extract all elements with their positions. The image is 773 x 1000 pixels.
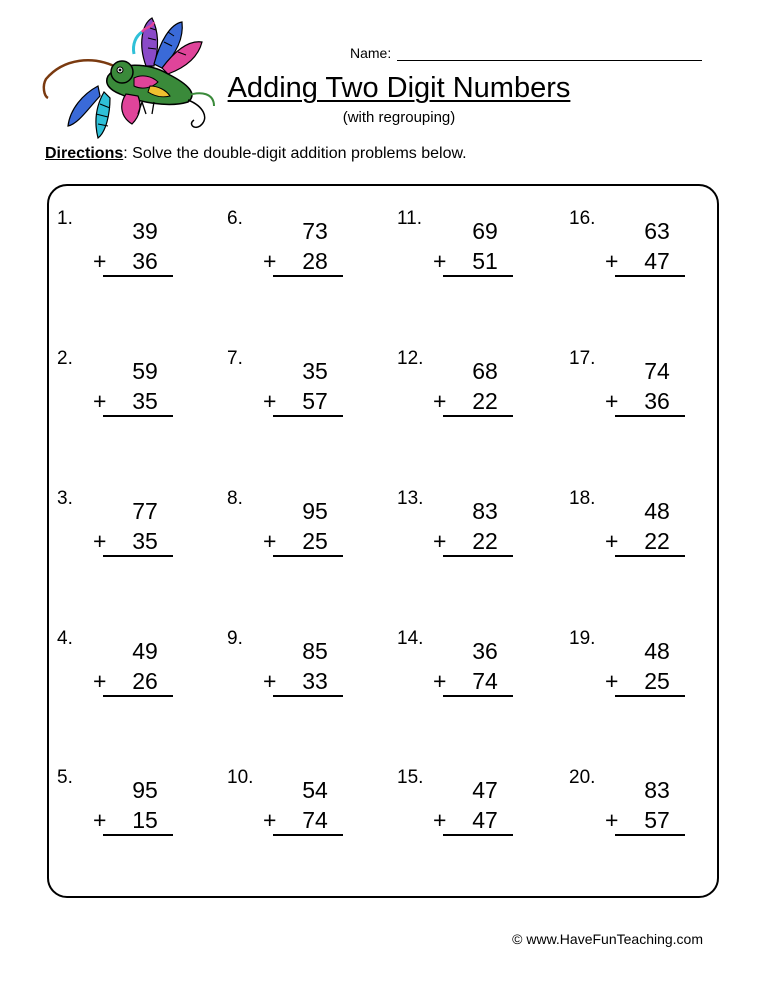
top-addend: 95	[302, 498, 328, 524]
bottom-addend: 36	[132, 248, 158, 274]
problem-number: 13.	[397, 488, 424, 509]
problem-number: 8.	[227, 488, 243, 509]
answer-line[interactable]	[443, 695, 513, 697]
bottom-addend: 57	[644, 807, 670, 833]
top-addend: 48	[644, 498, 670, 524]
problem-number: 19.	[569, 628, 596, 649]
directions-label: Directions	[45, 145, 124, 162]
plus-sign: +	[93, 248, 107, 274]
plus-sign: +	[605, 528, 619, 554]
answer-line[interactable]	[615, 415, 685, 417]
answer-line[interactable]	[273, 834, 343, 836]
plus-sign: +	[93, 388, 107, 414]
plus-sign: +	[263, 388, 277, 414]
answer-line[interactable]	[273, 695, 343, 697]
top-addend: 39	[132, 218, 158, 244]
problem-number: 1.	[57, 208, 73, 229]
answer-line[interactable]	[443, 834, 513, 836]
page-title: Adding Two Digit Numbers	[227, 72, 571, 104]
addition-problem	[227, 628, 387, 728]
addition-problem	[569, 488, 729, 588]
top-addend: 63	[644, 218, 670, 244]
addition-problem	[569, 208, 729, 308]
bottom-addend: 35	[132, 388, 158, 414]
addition-problem	[569, 628, 729, 728]
top-addend: 77	[132, 498, 158, 524]
problem-number: 4.	[57, 628, 73, 649]
problems-box	[47, 184, 719, 898]
answer-line[interactable]	[615, 555, 685, 557]
answer-line[interactable]	[273, 415, 343, 417]
problem-number: 17.	[569, 348, 596, 369]
plus-sign: +	[263, 248, 277, 274]
answer-line[interactable]	[103, 275, 173, 277]
addition-problem	[227, 348, 387, 448]
top-addend: 74	[644, 358, 670, 384]
bottom-addend: 47	[472, 807, 498, 833]
problem-number: 12.	[397, 348, 424, 369]
top-addend: 35	[302, 358, 328, 384]
problem-number: 11.	[397, 208, 423, 229]
top-addend: 54	[302, 777, 328, 803]
plus-sign: +	[433, 528, 447, 554]
problem-number: 2.	[57, 348, 73, 369]
bottom-addend: 33	[302, 668, 328, 694]
directions-text: : Solve the double-digit addition problems below.	[123, 145, 467, 162]
top-addend: 48	[644, 638, 670, 664]
copyright-footer: © www.HaveFunTeaching.com	[512, 931, 703, 947]
plus-sign: +	[433, 668, 447, 694]
top-addend: 73	[302, 218, 328, 244]
bottom-addend: 36	[644, 388, 670, 414]
addition-problem	[569, 767, 729, 867]
plus-sign: +	[433, 248, 447, 274]
bottom-addend: 25	[644, 668, 670, 694]
addition-problem	[397, 348, 557, 448]
name-label: Name:	[350, 45, 392, 61]
problem-number: 14.	[397, 628, 424, 649]
plus-sign: +	[263, 668, 277, 694]
plus-sign: +	[605, 807, 619, 833]
answer-line[interactable]	[615, 695, 685, 697]
top-addend: 49	[132, 638, 158, 664]
answer-line[interactable]	[103, 415, 173, 417]
problem-number: 7.	[227, 348, 243, 369]
answer-line[interactable]	[615, 275, 685, 277]
answer-line[interactable]	[103, 555, 173, 557]
top-addend: 36	[472, 638, 498, 664]
addition-problem	[57, 488, 217, 588]
answer-line[interactable]	[273, 275, 343, 277]
bottom-addend: 22	[472, 388, 498, 414]
problem-number: 10.	[227, 767, 254, 788]
addition-problem	[397, 488, 557, 588]
answer-line[interactable]	[443, 275, 513, 277]
name-field[interactable]	[350, 45, 702, 61]
top-addend: 47	[472, 777, 498, 803]
bottom-addend: 25	[302, 528, 328, 554]
top-addend: 69	[472, 218, 498, 244]
bottom-addend: 47	[644, 248, 670, 274]
addition-problem	[397, 767, 557, 867]
addition-problem	[57, 348, 217, 448]
problem-number: 6.	[227, 208, 243, 229]
directions	[45, 145, 467, 163]
problem-number: 9.	[227, 628, 243, 649]
bottom-addend: 74	[472, 668, 498, 694]
bottom-addend: 51	[472, 248, 498, 274]
answer-line[interactable]	[443, 415, 513, 417]
bottom-addend: 74	[302, 807, 328, 833]
plus-sign: +	[93, 807, 107, 833]
bottom-addend: 26	[132, 668, 158, 694]
plus-sign: +	[605, 388, 619, 414]
plus-sign: +	[93, 528, 107, 554]
problem-number: 15.	[397, 767, 424, 788]
answer-line[interactable]	[103, 834, 173, 836]
page-subtitle: (with regrouping)	[342, 109, 456, 126]
bottom-addend: 22	[472, 528, 498, 554]
top-addend: 83	[472, 498, 498, 524]
name-blank-line[interactable]	[397, 48, 702, 61]
top-addend: 85	[302, 638, 328, 664]
problem-number: 5.	[57, 767, 73, 788]
addition-problem	[397, 628, 557, 728]
top-addend: 83	[644, 777, 670, 803]
addition-problem	[227, 767, 387, 867]
top-addend: 95	[132, 777, 158, 803]
answer-line[interactable]	[103, 695, 173, 697]
top-addend: 59	[132, 358, 158, 384]
bottom-addend: 35	[132, 528, 158, 554]
plus-sign: +	[263, 807, 277, 833]
answer-line[interactable]	[443, 555, 513, 557]
addition-problem	[57, 628, 217, 728]
bottom-addend: 22	[644, 528, 670, 554]
plus-sign: +	[605, 248, 619, 274]
addition-problem	[57, 208, 217, 308]
bottom-addend: 15	[132, 807, 158, 833]
addition-problem	[569, 348, 729, 448]
addition-problem	[227, 488, 387, 588]
addition-problem	[57, 767, 217, 867]
problem-number: 20.	[569, 767, 596, 788]
plus-sign: +	[433, 807, 447, 833]
top-addend: 68	[472, 358, 498, 384]
problem-number: 16.	[569, 208, 596, 229]
plus-sign: +	[605, 668, 619, 694]
problem-number: 18.	[569, 488, 596, 509]
addition-problem	[227, 208, 387, 308]
plus-sign: +	[433, 388, 447, 414]
answer-line[interactable]	[615, 834, 685, 836]
bottom-addend: 57	[302, 388, 328, 414]
answer-line[interactable]	[273, 555, 343, 557]
plus-sign: +	[263, 528, 277, 554]
bottom-addend: 28	[302, 248, 328, 274]
addition-problem	[397, 208, 557, 308]
problem-number: 3.	[57, 488, 73, 509]
plus-sign: +	[93, 668, 107, 694]
